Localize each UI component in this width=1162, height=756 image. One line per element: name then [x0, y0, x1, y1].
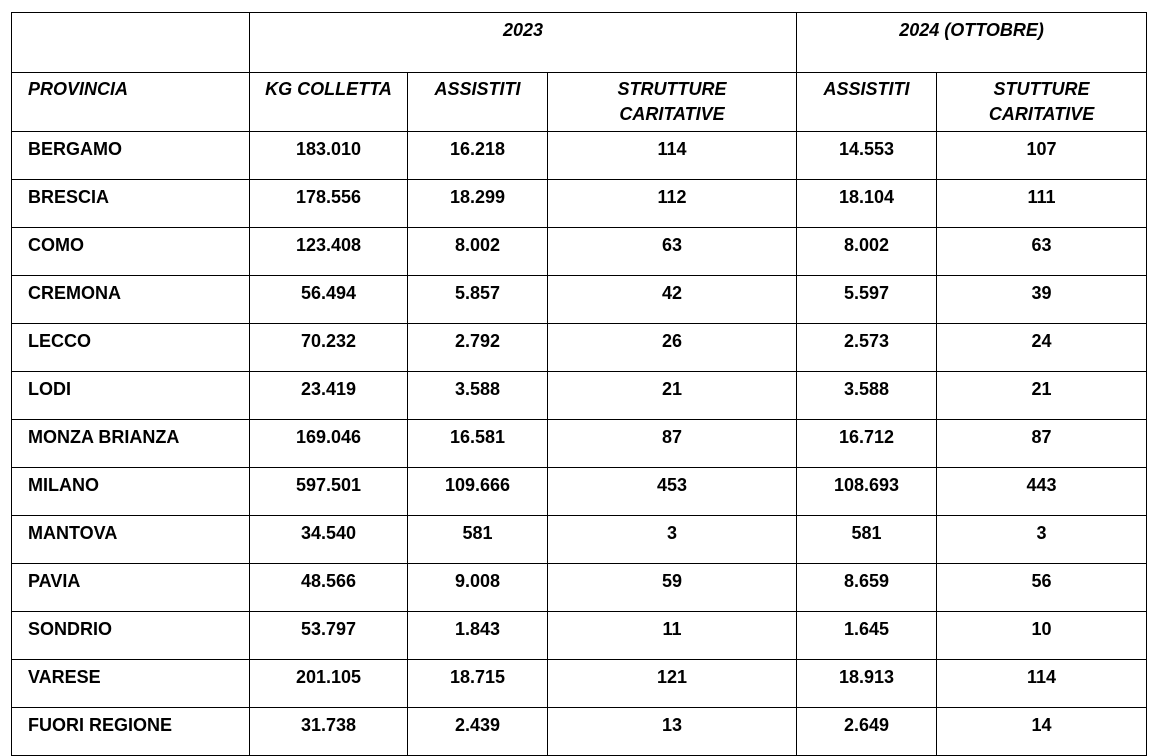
cell-assistiti-2023: 18.299	[408, 180, 548, 228]
header-strutture-2023-line2: CARITATIVE	[619, 104, 725, 124]
cell-strutture-2024: 107	[937, 132, 1147, 180]
cell-kg-colletta: 56.494	[250, 276, 408, 324]
cell-kg-colletta: 201.105	[250, 660, 408, 708]
table-row	[12, 564, 1147, 612]
cell-strutture-2024: 10	[937, 612, 1147, 660]
cell-assistiti-2023: 1.843	[408, 612, 548, 660]
cell-kg-colletta: 183.010	[250, 132, 408, 180]
cell-strutture-2023: 26	[548, 324, 797, 372]
cell-strutture-2023: 87	[548, 420, 797, 468]
cell-provincia: MANTOVA	[12, 516, 250, 564]
year-header-row	[12, 13, 1147, 73]
year-2024-header: 2024 (OTTOBRE)	[797, 13, 1147, 73]
cell-strutture-2023: 42	[548, 276, 797, 324]
cell-assistiti-2024: 8.002	[797, 228, 937, 276]
cell-strutture-2024: 443	[937, 468, 1147, 516]
header-kg-colletta: KG COLLETTA	[250, 73, 408, 132]
cell-kg-colletta: 169.046	[250, 420, 408, 468]
cell-assistiti-2023: 16.218	[408, 132, 548, 180]
header-strutture-2023-line1: STRUTTURE	[617, 79, 727, 99]
cell-strutture-2024: 21	[937, 372, 1147, 420]
cell-kg-colletta: 70.232	[250, 324, 408, 372]
cell-kg-colletta: 178.556	[250, 180, 408, 228]
header-assistiti-2024: ASSISTITI	[797, 73, 937, 132]
cell-kg-colletta: 597.501	[250, 468, 408, 516]
cell-strutture-2023: 453	[548, 468, 797, 516]
table-container	[11, 12, 1147, 756]
cell-assistiti-2024: 16.712	[797, 420, 937, 468]
table-row	[12, 228, 1147, 276]
year-2023-header: 2023	[250, 13, 797, 73]
header-assistiti-2023: ASSISTITI	[408, 73, 548, 132]
cell-strutture-2024: 39	[937, 276, 1147, 324]
table-row	[12, 516, 1147, 564]
cell-provincia: VARESE	[12, 660, 250, 708]
cell-assistiti-2024: 3.588	[797, 372, 937, 420]
empty-corner-cell	[12, 13, 250, 73]
cell-assistiti-2024: 8.659	[797, 564, 937, 612]
table-row	[12, 372, 1147, 420]
header-strutture-2024-line2: CARITATIVE	[988, 104, 1095, 124]
cell-provincia: FUORI REGIONE	[12, 708, 250, 756]
cell-kg-colletta: 48.566	[250, 564, 408, 612]
cell-strutture-2023: 63	[548, 228, 797, 276]
cell-assistiti-2024: 2.649	[797, 708, 937, 756]
cell-provincia: LECCO	[12, 324, 250, 372]
cell-strutture-2023: 121	[548, 660, 797, 708]
cell-assistiti-2023: 5.857	[408, 276, 548, 324]
cell-provincia: PAVIA	[12, 564, 250, 612]
table-row	[12, 708, 1147, 756]
cell-provincia: LODI	[12, 372, 250, 420]
header-strutture-2024	[937, 73, 1147, 132]
province-data-table	[11, 12, 1147, 756]
cell-strutture-2023: 114	[548, 132, 797, 180]
cell-kg-colletta: 123.408	[250, 228, 408, 276]
cell-kg-colletta: 53.797	[250, 612, 408, 660]
cell-assistiti-2023: 8.002	[408, 228, 548, 276]
cell-provincia: COMO	[12, 228, 250, 276]
cell-strutture-2023: 112	[548, 180, 797, 228]
cell-provincia: MONZA BRIANZA	[12, 420, 250, 468]
header-provincia: PROVINCIA	[12, 73, 250, 132]
cell-assistiti-2024: 18.913	[797, 660, 937, 708]
cell-assistiti-2024: 5.597	[797, 276, 937, 324]
table-row	[12, 324, 1147, 372]
cell-provincia: SONDRIO	[12, 612, 250, 660]
cell-assistiti-2023: 2.792	[408, 324, 548, 372]
table-row	[12, 612, 1147, 660]
cell-provincia: BERGAMO	[12, 132, 250, 180]
table-row	[12, 276, 1147, 324]
cell-assistiti-2023: 3.588	[408, 372, 548, 420]
table-row	[12, 420, 1147, 468]
cell-strutture-2023: 59	[548, 564, 797, 612]
cell-strutture-2023: 21	[548, 372, 797, 420]
cell-strutture-2024: 63	[937, 228, 1147, 276]
cell-strutture-2024: 24	[937, 324, 1147, 372]
table-row	[12, 132, 1147, 180]
cell-assistiti-2024: 1.645	[797, 612, 937, 660]
cell-strutture-2023: 13	[548, 708, 797, 756]
cell-kg-colletta: 31.738	[250, 708, 408, 756]
cell-assistiti-2023: 18.715	[408, 660, 548, 708]
cell-assistiti-2023: 109.666	[408, 468, 548, 516]
cell-strutture-2024: 14	[937, 708, 1147, 756]
table-row	[12, 660, 1147, 708]
cell-assistiti-2023: 9.008	[408, 564, 548, 612]
cell-kg-colletta: 34.540	[250, 516, 408, 564]
header-strutture-2023	[548, 73, 797, 132]
cell-assistiti-2024: 2.573	[797, 324, 937, 372]
cell-provincia: CREMONA	[12, 276, 250, 324]
cell-provincia: BRESCIA	[12, 180, 250, 228]
header-strutture-2024-line1: STUTTURE	[993, 79, 1090, 99]
cell-strutture-2024: 87	[937, 420, 1147, 468]
cell-strutture-2024: 3	[937, 516, 1147, 564]
cell-assistiti-2024: 581	[797, 516, 937, 564]
cell-kg-colletta: 23.419	[250, 372, 408, 420]
table-row	[12, 180, 1147, 228]
cell-assistiti-2023: 2.439	[408, 708, 548, 756]
column-header-row	[12, 73, 1147, 132]
table-row	[12, 468, 1147, 516]
cell-strutture-2024: 114	[937, 660, 1147, 708]
cell-assistiti-2023: 581	[408, 516, 548, 564]
cell-assistiti-2024: 108.693	[797, 468, 937, 516]
cell-assistiti-2023: 16.581	[408, 420, 548, 468]
cell-assistiti-2024: 14.553	[797, 132, 937, 180]
cell-strutture-2024: 56	[937, 564, 1147, 612]
cell-strutture-2023: 3	[548, 516, 797, 564]
cell-assistiti-2024: 18.104	[797, 180, 937, 228]
cell-provincia: MILANO	[12, 468, 250, 516]
cell-strutture-2023: 11	[548, 612, 797, 660]
cell-strutture-2024: 111	[937, 180, 1147, 228]
